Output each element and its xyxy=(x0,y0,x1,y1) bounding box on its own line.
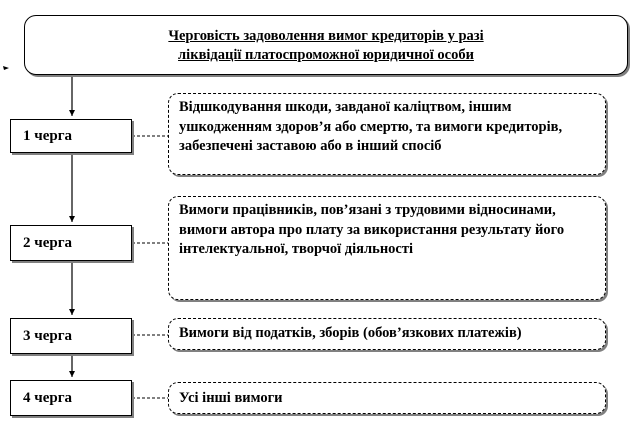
queue-4-description: Усі інші вимоги xyxy=(179,390,283,406)
queue-2-description: Вимоги працівників, пов’язані з трудовими відносинами, вимоги автора про плату за використання результату його інтелектуальної, творчої діяльності xyxy=(179,202,565,257)
queue-4-label: 4 черга xyxy=(23,390,73,406)
stray-mark xyxy=(3,66,9,70)
queue-1-description-box xyxy=(168,93,606,175)
diagram-title-line-1: Черговість задоволення вимог кредиторів у разі xyxy=(168,28,484,44)
diagram-title-box xyxy=(24,15,628,75)
queue-3-description-box xyxy=(168,318,606,350)
queue-3-description: Вимоги від податків, зборів (обов’язкових платежів) xyxy=(179,325,522,341)
queue-4-box xyxy=(10,380,132,416)
diagram-title-line-2: ліквідації платоспроможної юридичної особи xyxy=(178,47,474,63)
queue-4-description-box xyxy=(168,382,606,414)
queue-2-label: 2 черга xyxy=(23,235,73,251)
queue-1-description: Відшкодування шкоди, завданої каліцтвом, іншим ушкодженням здоров’я або смертю, та вимоги кредиторів, забезпечені заставою або в інший спосіб xyxy=(179,99,563,154)
queue-1-box xyxy=(10,119,132,153)
queue-3-label: 3 черга xyxy=(23,328,73,344)
queue-2-description-box xyxy=(168,196,606,300)
queue-3-box xyxy=(10,318,132,354)
queue-1-label: 1 черга xyxy=(23,128,73,144)
queue-2-box xyxy=(10,225,132,261)
